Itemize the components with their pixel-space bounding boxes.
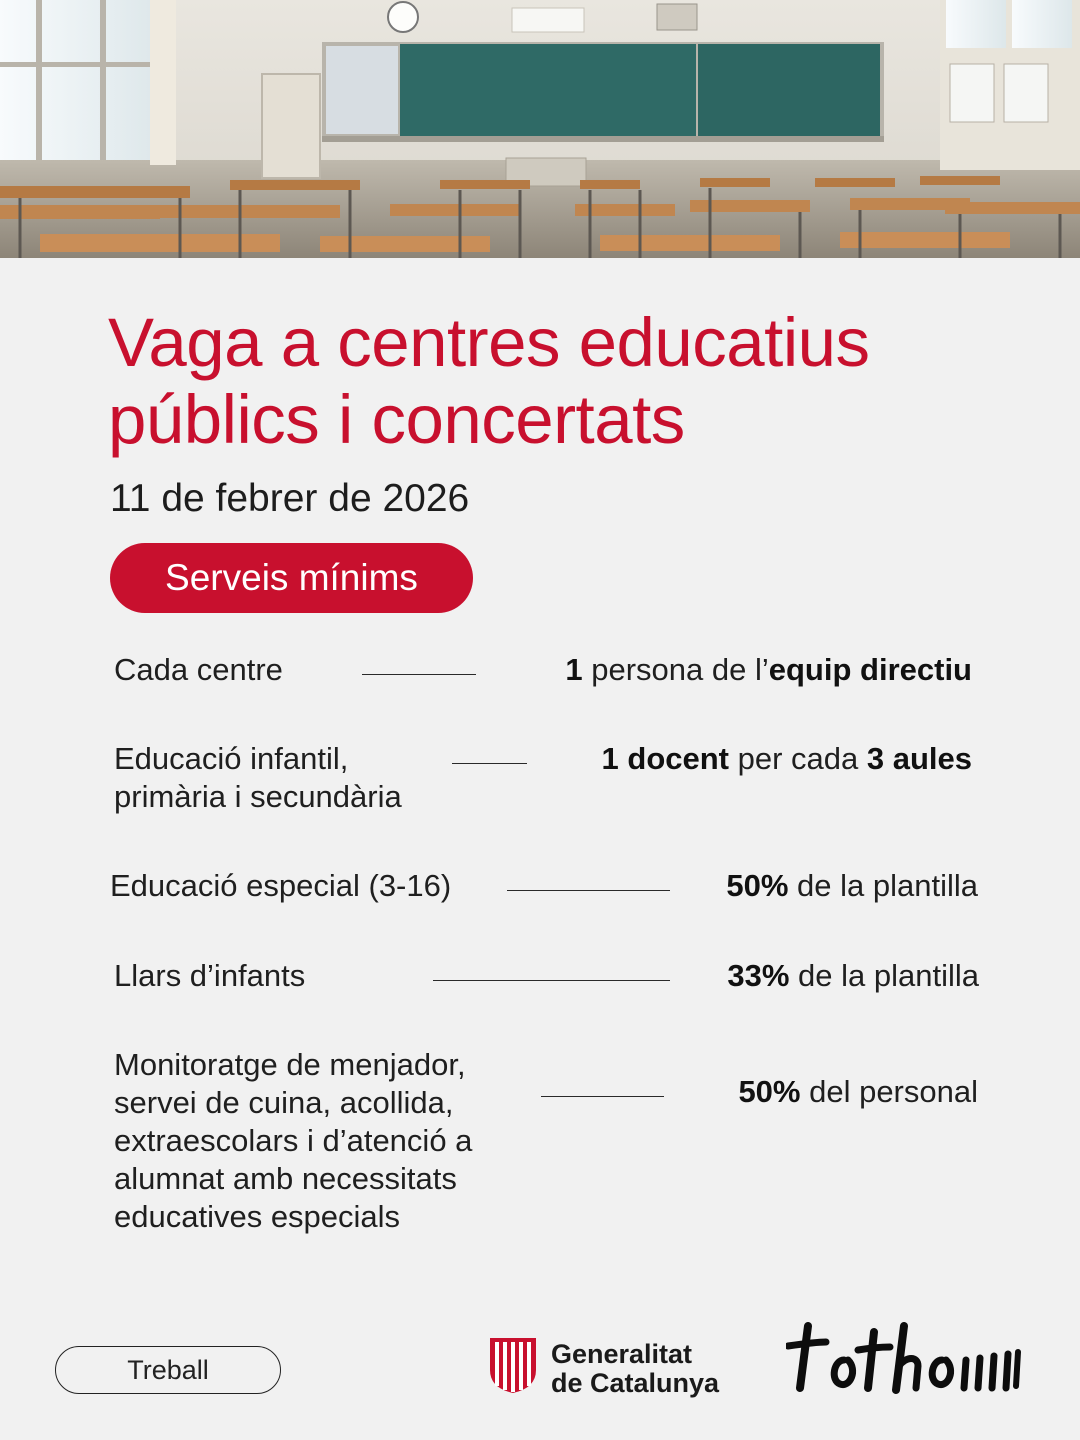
row-value-cada-centre: 1 persona de l’equip directiu [565,652,972,687]
page-title [108,304,1028,458]
category-tag-treball[interactable]: Treball [55,1346,281,1394]
row-value-llars-infants: 33% de la plantilla [727,958,979,993]
row-value-educacio-especial: 50% de la plantilla [726,868,978,903]
row-connector-line [362,674,476,675]
row-label-llars-infants: Llars d’infants [114,958,306,993]
classroom-photo [0,0,1080,258]
row-connector-line [507,890,670,891]
row-value-monitoratge: 50% del personal [738,1074,978,1109]
row-value-educacio-infantil: 1 docent per cada 3 aules [601,741,972,776]
row-label-cada-centre: Cada centre [114,652,283,687]
title-line-2: públics i concertats [108,381,685,458]
generalitat-senyera-icon [488,1336,538,1394]
generalitat-logo-text: Generalitat de Catalunya [551,1339,720,1398]
strike-date: 11 de febrer de 2026 [110,477,470,520]
minimum-services-badge: Serveis mínims [110,543,473,613]
row-connector-line [541,1096,664,1097]
tothom-logo [786,1322,1022,1398]
row-connector-line [433,980,670,981]
row-label-monitoratge: Monitoratge de menjador, servei de cuina, acollida, extraescolars i d’atenció a alumnat amb necessitats educatives especials [114,1047,473,1234]
row-connector-line [452,763,527,764]
row-label-educacio-infantil: Educació infantil, primària i secundària [114,741,402,814]
title-line-1: Vaga a centres educatius [108,304,870,381]
row-label-educacio-especial: Educació especial (3-16) [110,868,452,903]
